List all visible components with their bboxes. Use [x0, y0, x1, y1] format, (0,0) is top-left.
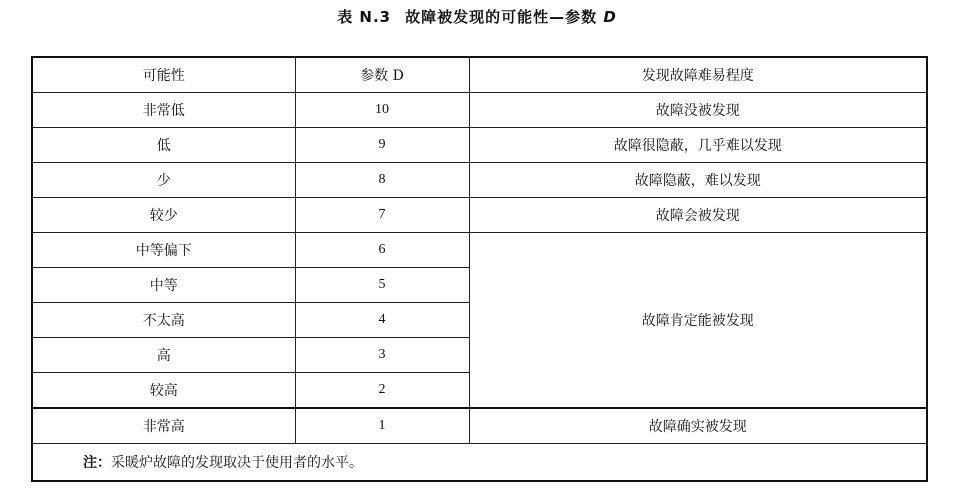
difficulty-cell: 故障隐蔽，难以发现 [469, 163, 927, 198]
table-caption: 故障被发现的可能性—参数 [405, 8, 598, 26]
table-row [32, 233, 927, 268]
param-cell: 10 [295, 93, 469, 128]
difficulty-cell: 故障会被发现 [469, 198, 927, 233]
possibility-cell: 非常高 [32, 408, 295, 444]
param-cell: 7 [295, 198, 469, 233]
difficulty-cell: 故障确实被发现 [469, 408, 927, 444]
table-number: 表 N.3 [337, 8, 392, 26]
header-row [32, 57, 927, 93]
header-possibility: 可能性 [32, 57, 295, 93]
note-cell [32, 444, 927, 482]
possibility-cell: 高 [32, 338, 295, 373]
possibility-cell: 中等偏下 [32, 233, 295, 268]
param-cell: 3 [295, 338, 469, 373]
possibility-cell: 少 [32, 163, 295, 198]
header-param: 参数 D [295, 57, 469, 93]
param-cell: 9 [295, 128, 469, 163]
param-cell: 1 [295, 408, 469, 444]
possibility-cell: 非常低 [32, 93, 295, 128]
note-text: 采暖炉故障的发现取决于使用者的水平。 [111, 455, 363, 471]
table-row [32, 93, 927, 128]
table-row [32, 198, 927, 233]
table-row [32, 163, 927, 198]
param-cell: 5 [295, 268, 469, 303]
table-title [0, 6, 954, 27]
note-label: 注： [83, 455, 111, 471]
param-cell: 2 [295, 373, 469, 409]
possibility-cell: 中等 [32, 268, 295, 303]
note-row [32, 444, 927, 482]
parameter-symbol: D [603, 8, 617, 26]
possibility-table [31, 56, 928, 482]
difficulty-cell: 故障很隐蔽，几乎难以发现 [469, 128, 927, 163]
header-difficulty: 发现故障难易程度 [469, 57, 927, 93]
difficulty-cell: 故障没被发现 [469, 93, 927, 128]
param-cell: 4 [295, 303, 469, 338]
possibility-cell: 较少 [32, 198, 295, 233]
merged-difficulty-cell: 故障肯定能被发现 [469, 233, 927, 409]
possibility-cell: 较高 [32, 373, 295, 409]
possibility-cell: 低 [32, 128, 295, 163]
table-row [32, 408, 927, 444]
table-row [32, 128, 927, 163]
possibility-cell: 不太高 [32, 303, 295, 338]
param-cell: 8 [295, 163, 469, 198]
param-cell: 6 [295, 233, 469, 268]
